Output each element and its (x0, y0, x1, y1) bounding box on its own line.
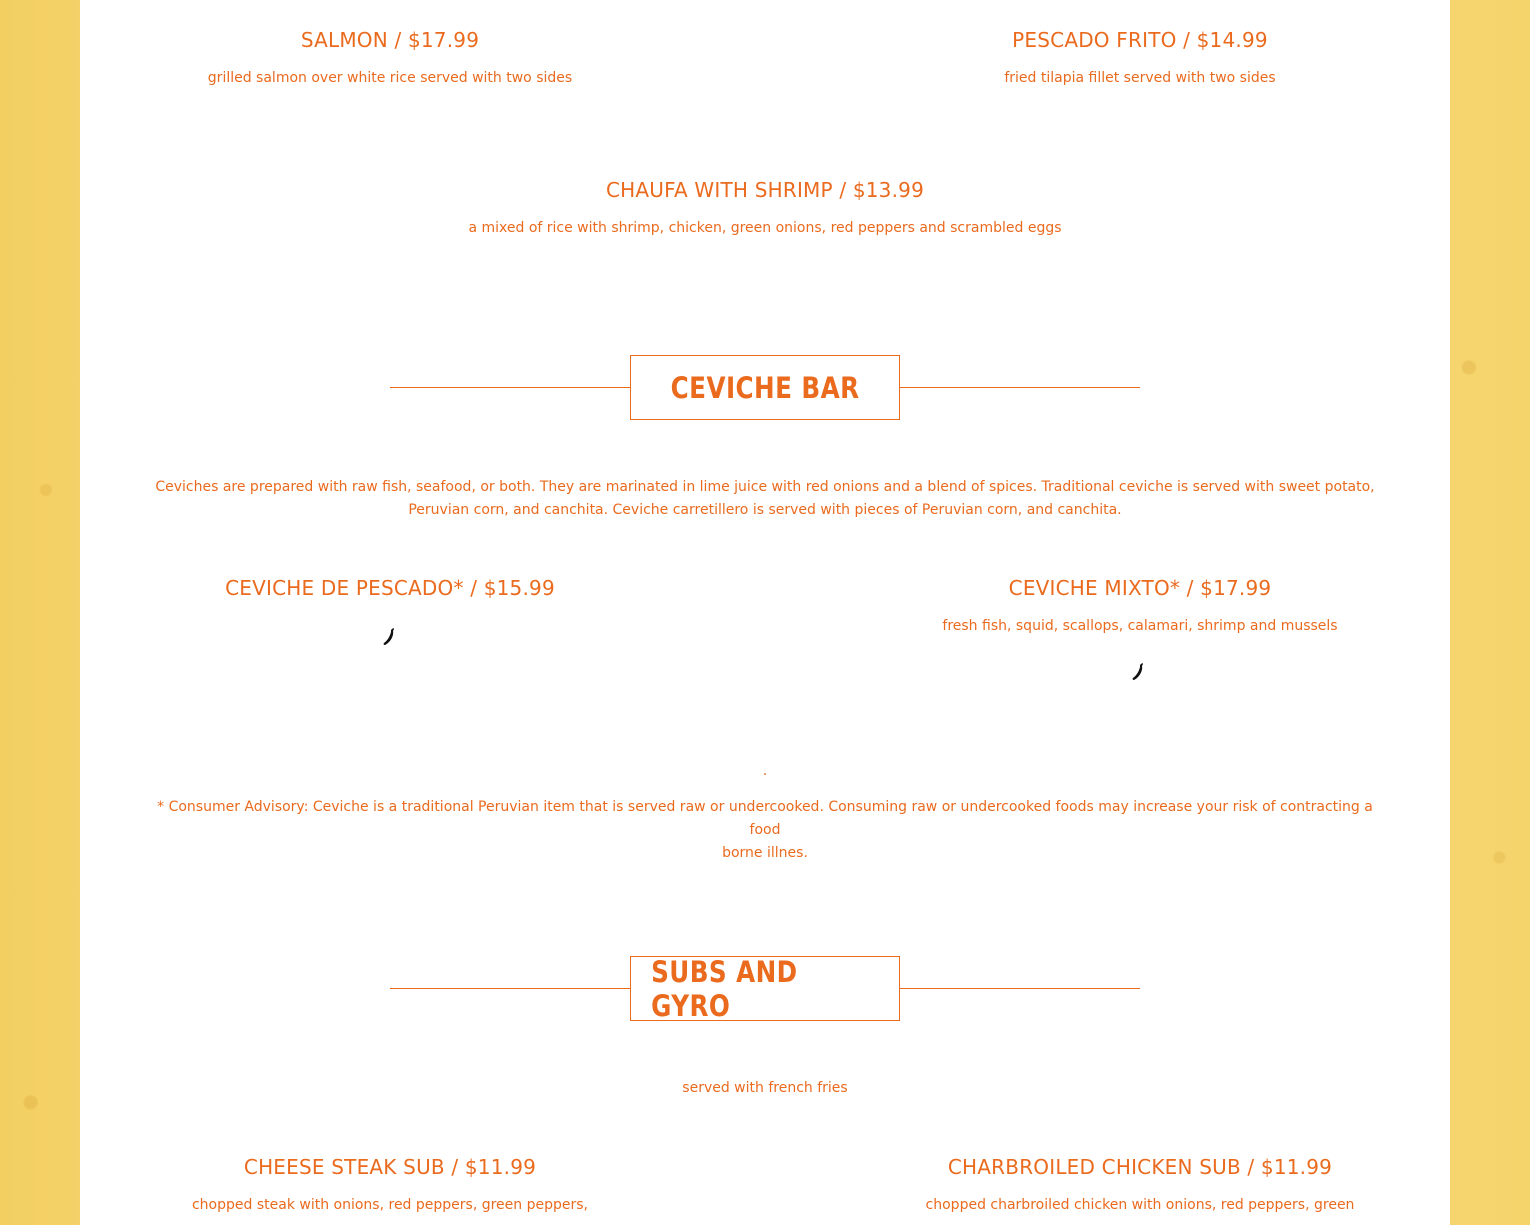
salmon-title: SALMON / $17.99 (300, 28, 480, 52)
consumer-advisory (140, 796, 1390, 865)
consumer-advisory-line: * Consumer Advisory: Ceviche is a traditional Peruvian item that is served raw or undercooked. Consuming raw or undercooked foods may increase your risk of contracting a food (157, 799, 1373, 838)
ceviche-mixto-description: fresh fish, squid, scallops, calamari, shrimp and mussels (942, 618, 1338, 634)
pescado-frito-title: PESCADO FRITO / $14.99 (1012, 28, 1268, 52)
ceviche-intro-line: Peruvian corn, and canchita. Ceviche carretillero is served with pieces of Peruvian corn, and canchita. (408, 502, 1122, 518)
ceviche-intro (140, 476, 1390, 522)
ceviche-mixto-title: CEVICHE MIXTO* / $17.99 (1008, 576, 1272, 600)
separator-dot: . (762, 763, 768, 779)
section-title: SUBS AND GYRO (651, 954, 798, 1023)
chili-pepper-icon (382, 627, 398, 647)
section-title: CEVICHE BAR (670, 370, 860, 405)
pescado-frito-description: fried tilapia fillet served with two sides (1004, 70, 1276, 86)
subs-and-gyro-header (630, 956, 900, 1021)
menu-page (80, 0, 1450, 1225)
salmon-description: grilled salmon over white rice served with two sides (207, 70, 573, 86)
ceviche-pescado-title: CEVICHE DE PESCADO* / $15.99 (225, 576, 555, 600)
chicken-sub-description: chopped charbroiled chicken with onions, red peppers, green (925, 1197, 1355, 1213)
ceviche-bar-header (630, 355, 900, 420)
consumer-advisory-line: borne illnes. (722, 845, 808, 861)
ceviche-intro-line: Ceviches are prepared with raw fish, seafood, or both. They are marinated in lime juice with red onions and a blend of spices. Traditional ceviche is served with sweet potato, (155, 479, 1375, 495)
chicken-sub-title: CHARBROILED CHICKEN SUB / $11.99 (947, 1155, 1333, 1179)
chili-pepper-icon (1131, 662, 1147, 682)
cheese-steak-sub-description: chopped steak with onions, red peppers, green peppers, (191, 1197, 588, 1213)
chaufa-title: CHAUFA WITH SHRIMP / $13.99 (606, 178, 924, 202)
subs-note: served with french fries (682, 1080, 848, 1096)
cheese-steak-sub-title: CHEESE STEAK SUB / $11.99 (243, 1155, 537, 1179)
chaufa-description: a mixed of rice with shrimp, chicken, green onions, red peppers and scrambled eggs (468, 220, 1062, 236)
